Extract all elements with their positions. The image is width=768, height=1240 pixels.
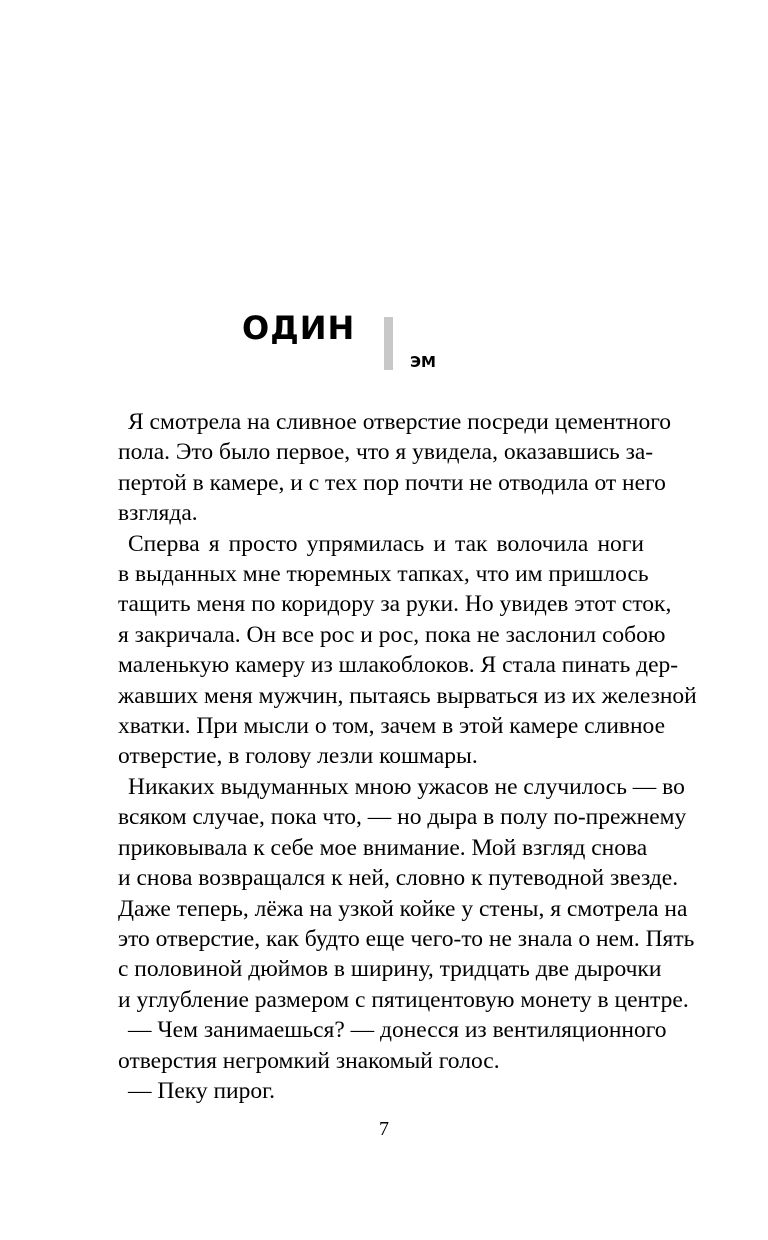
text-line: хватки. При мысли о том, зачем в этой камере сливное bbox=[118, 713, 666, 740]
text-line: отверстие, в голову лезли кошмары. bbox=[118, 743, 478, 770]
text-line: пола. Это было первое, что я увидела, оказавшись за- bbox=[118, 439, 654, 466]
chapter-divider-bar bbox=[384, 317, 393, 370]
text-line: я закричала. Он все рос и рос, пока не заслонил собою bbox=[118, 621, 666, 648]
text-line: с половиной дюймов в ширину, тридцать две дырочки bbox=[118, 956, 662, 983]
paragraph bbox=[118, 1015, 667, 1076]
paragraph bbox=[118, 407, 672, 529]
text-line: и снова возвращался к ней, словно к путеводной звезде. bbox=[118, 865, 679, 892]
text-line: тащить меня по коридору за руки. Но увидев этот сток, bbox=[118, 591, 672, 618]
text-line: Даже теперь, лёжа на узкой койке у стены, я смотрела на bbox=[118, 895, 688, 922]
text-line: взгляда. bbox=[118, 500, 198, 527]
text-line: Сперва я просто упрямилась и так волочила ноги bbox=[128, 530, 644, 557]
paragraph bbox=[118, 529, 697, 772]
paragraph bbox=[118, 772, 695, 1015]
text-line: и углубление размером с пятицентовую монету в центре. bbox=[118, 986, 689, 1013]
page-number: 7 bbox=[379, 1118, 389, 1140]
text-line: — Чем занимаешься? — донесся из вентиляционного bbox=[128, 1017, 667, 1044]
text-line: маленькую камеру из шлакоблоков. Я стала пинать дер- bbox=[118, 652, 679, 679]
text-line: жавших меня мужчин, пытаясь вырваться из их железной bbox=[118, 682, 697, 709]
paragraph bbox=[118, 1076, 644, 1106]
text-line: — Пеку пирог. bbox=[128, 1077, 276, 1104]
text-line: приковывала к себе мое внимание. Мой взгляд снова bbox=[118, 834, 648, 861]
chapter-title: ОДИН bbox=[242, 309, 356, 347]
text-line: всяком случае, пока что, — но дыра в полу по-прежнему bbox=[118, 804, 687, 831]
body-text bbox=[118, 407, 697, 1106]
text-line: Никаких выдуманных мною ужасов не случилось — во bbox=[128, 773, 685, 800]
text-line: это отверстие, как будто еще чего-то не знала о нем. Пять bbox=[118, 925, 695, 952]
chapter-narrator: ЭМ bbox=[410, 353, 436, 371]
text-line: отверстия негромкий знакомый голос. bbox=[118, 1047, 500, 1074]
text-line: Я смотрела на сливное отверстие посреди цементного bbox=[128, 409, 672, 435]
text-line: пертой в камере, и с тех пор почти не отводила от него bbox=[118, 469, 666, 496]
text-line: в выданных мне тюремных тапках, что им пришлось bbox=[118, 561, 649, 588]
